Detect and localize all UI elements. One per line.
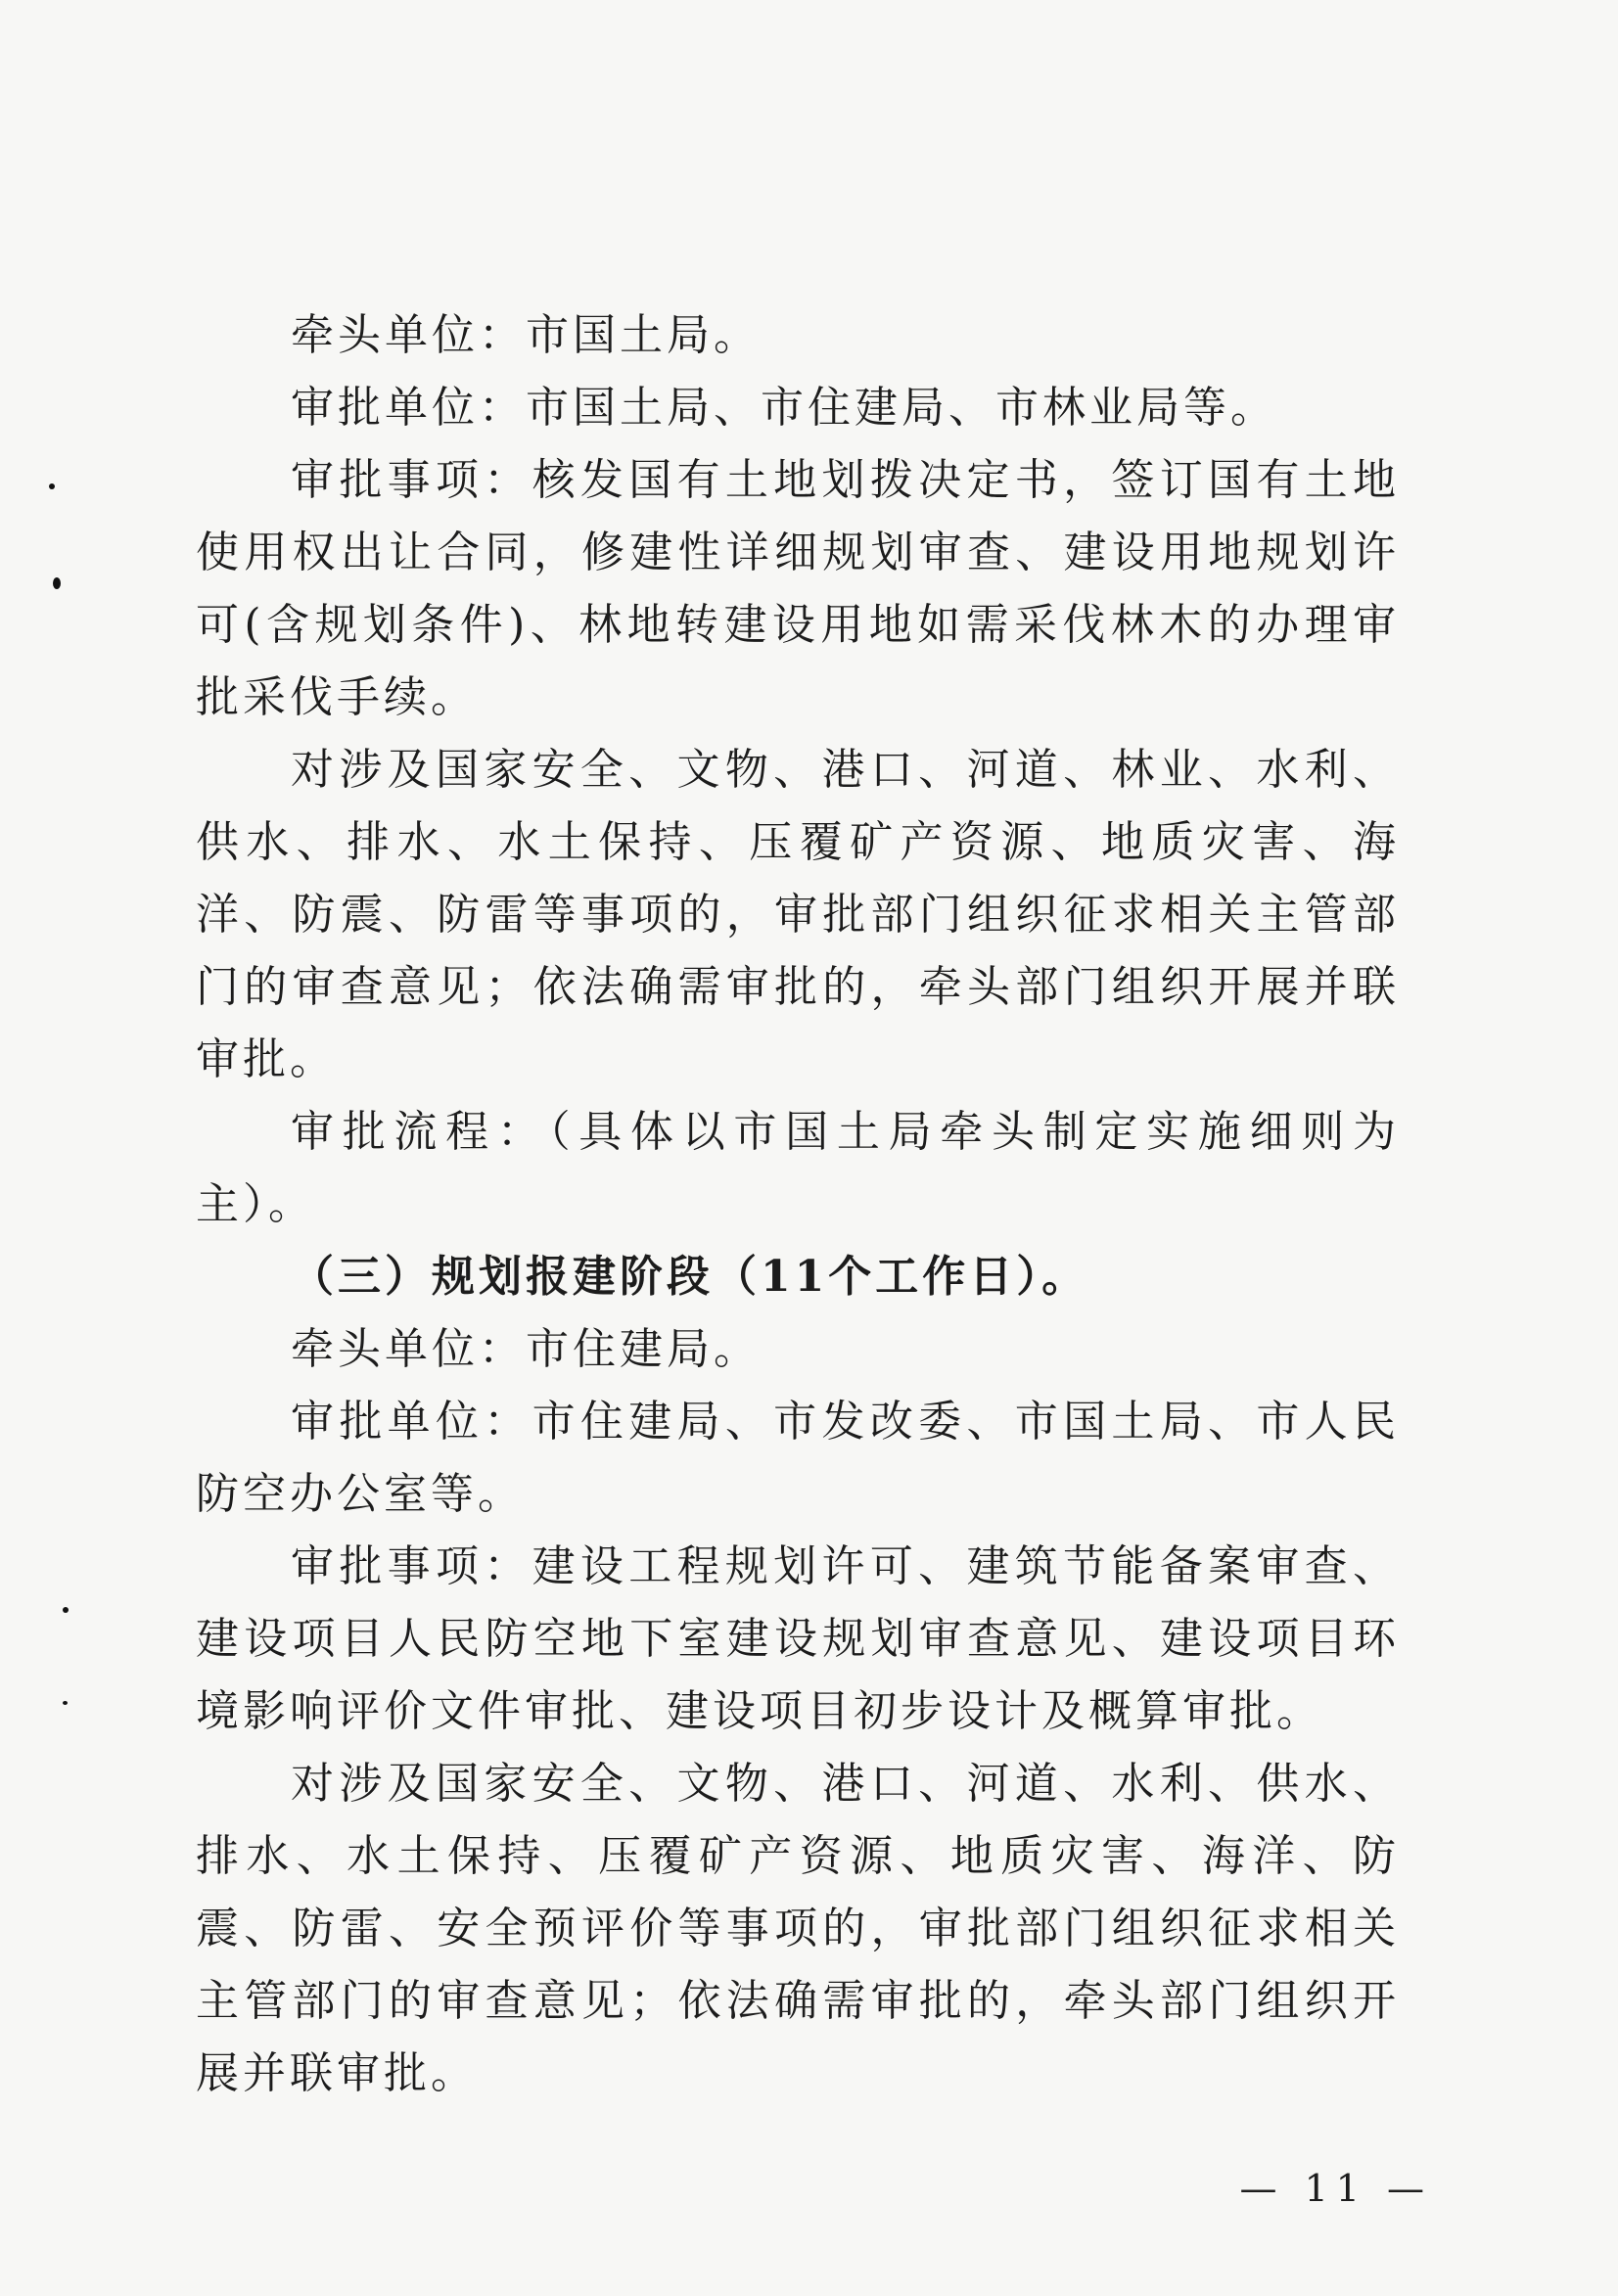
scan-speck [63,1607,69,1613]
section-heading: （三）规划报建阶段（11个工作日）。 [291,1252,1089,1302]
paragraph-approval-units: 审批单位：市国土局、市住建局、市林业局等。 [291,383,1277,433]
page-number: — 11 — [1239,2167,1432,2210]
paragraph-related-matters: 对涉及国家安全、文物、港口、河道、林业、水利、供水、排水、水土保持、压覆矿产资源、地质灾害、海洋、防震、防雷等事项的，审批部门组织征求相关主管部门的审查意见；依法确需审批的，牵头部门组织开展并联审批。 [196,745,1400,1084]
paragraph-approval-items: 审批事项：核发国有土地划拨决定书，签订国有土地使用权出让合同，修建性详细规划审查、建设用地规划许可(含规划条件)、林地转建设用地如需采伐林木的办理审批采伐手续。 [196,455,1400,722]
scan-speck [53,577,61,589]
scan-speck [49,483,55,489]
paragraph-related-matters-2: 对涉及国家安全、文物、港口、河道、水利、供水、排水、水土保持、压覆矿产资源、地质灾害、海洋、防震、防雷、安全预评价等事项的，审批部门组织征求相关主管部门的审查意见；依法确需审批的，牵头部门组织开展并联审批。 [196,1759,1400,2098]
body-text [196,299,1400,2110]
paragraph-approval-process: 审批流程：（具体以市国土局牵头制定实施细则为主）。 [196,1107,1400,1229]
paragraph-approval-items-2: 审批事项：建设工程规划许可、建筑节能备案审查、建设项目人民防空地下室建设规划审查意见、建设项目环境影响评价文件审批、建设项目初步设计及概算审批。 [196,1541,1400,1736]
paragraph-lead-unit: 牵头单位：市国土局。 [291,310,761,360]
scan-speck [63,1701,68,1705]
paragraph-approval-units-2: 审批单位：市住建局、市发改委、市国土局、市人民防空办公室等。 [196,1397,1400,1519]
paragraph-lead-unit-2: 牵头单位：市住建局。 [291,1324,761,1374]
